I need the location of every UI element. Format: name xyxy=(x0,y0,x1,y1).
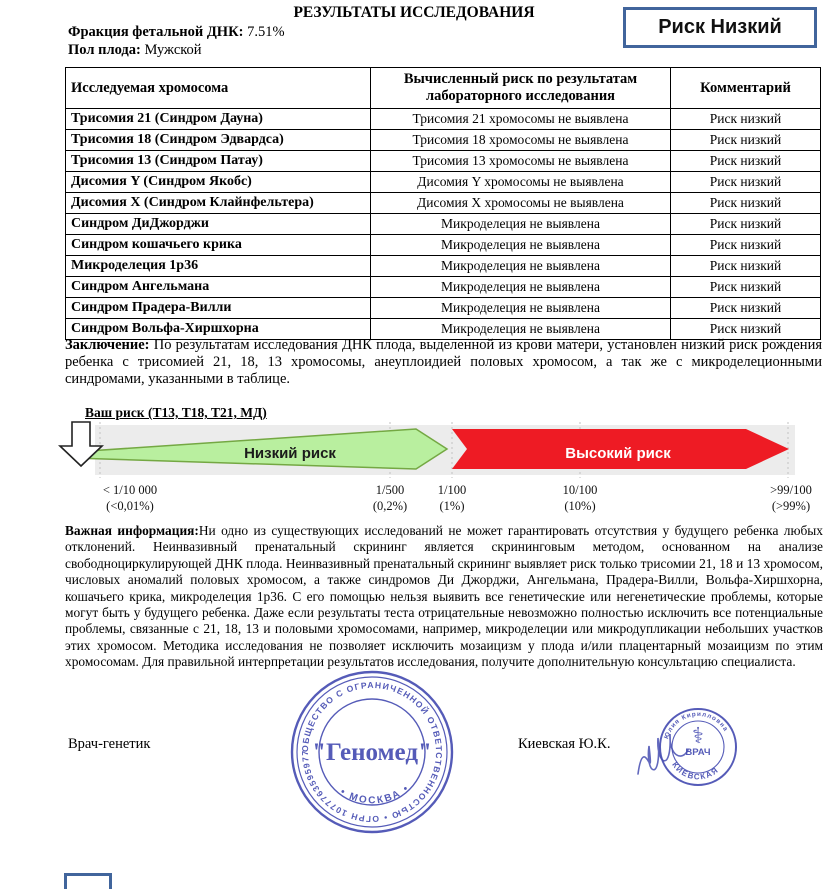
cell-result: Микроделеция не выявлена xyxy=(371,235,671,256)
tick-fraction: >99/100 xyxy=(770,483,812,497)
table-row xyxy=(66,256,821,277)
table-row xyxy=(66,193,821,214)
cell-comment: Риск низкий xyxy=(671,172,821,193)
table-row xyxy=(66,214,821,235)
fetal-sex-line xyxy=(68,42,202,59)
tick-percent: (10%) xyxy=(564,499,596,513)
table-row xyxy=(66,298,821,319)
doctor-name-label: Киевская Ю.К. xyxy=(518,736,611,752)
cell-comment: Риск низкий xyxy=(671,130,821,151)
important-info-text: Ни одно из существующих исследований не может гарантировать отсутствия у будущего ребенка любых отклонений. Неинвазивный пренатальный скрининг является скрининговым методом, основанном на анализе свободноциркулирующей ДНК плода. Неинвазивный пренатальный скрининг выявляет риск только трисомии 21, 18 и 13 хромосом, числовых аномалий половых хромосом, а также синдромов Ди Джорджи, Ангельмана, Прадера-Вилли, Вольфа-Хиршхорна, кошачьего крика, микроделеция 1p36. С его помощью нельзя выявить все генетические или негенетические проблемы, которые могут быть у будущего ребенка. Даже если результаты теста отрицательные невозможно полностью исключить все потенциальные проблемы, связанные с 21, 18, 13 и половыми хромосомами, например, микроделеции или микродупликации небольших участков этих хромосом. Методика исследования не позволяет исключить мозаицизм у плода и/или плацентарный мозаицизм по этим хромосомам. Для правильной интерпретации результатов исследования, получите дополнительную консультацию специалиста. xyxy=(65,523,823,670)
tick-fraction: < 1/10 000 xyxy=(102,483,158,497)
fetal-fraction-value: 7.51% xyxy=(247,24,285,40)
table-row xyxy=(66,151,821,172)
results-table xyxy=(65,67,821,340)
table-row xyxy=(66,277,821,298)
risk-scale-graphic xyxy=(0,420,828,520)
cell-comment: Риск низкий xyxy=(671,214,821,235)
cell-result: Микроделеция не выявлена xyxy=(371,214,671,235)
cell-chromosome: Синдром Вольфа-Хиршхорна xyxy=(66,319,371,340)
cell-chromosome: Трисомия 13 (Синдром Патау) xyxy=(66,151,371,172)
tick-percent: (0,2%) xyxy=(372,499,408,513)
medical-symbol-icon: ⚕ xyxy=(692,724,704,749)
cell-result: Микроделеция не выявлена xyxy=(371,277,671,298)
cell-comment: Риск низкий xyxy=(671,235,821,256)
stamp-ring-text: ОБЩЕСТВО С ОГРАНИЧЕННОЙ ОТВЕТСТВЕННОСТЬЮ • ОГРН 1077763595977 xyxy=(299,679,445,825)
important-info-label: Важная информация: xyxy=(65,523,199,538)
conclusion-paragraph xyxy=(65,337,822,388)
cell-result: Трисомия 21 хромосомы не выявлена xyxy=(371,109,671,130)
cell-chromosome: Синдром Ангельмана xyxy=(66,277,371,298)
cell-chromosome: Синдром кошачьего крика xyxy=(66,235,371,256)
stamp-company-name: "Геномед" xyxy=(312,739,432,766)
cell-chromosome: Трисомия 21 (Синдром Дауна) xyxy=(66,109,371,130)
table-row xyxy=(66,235,821,256)
cell-comment: Риск низкий xyxy=(671,193,821,214)
cell-comment: Риск низкий xyxy=(671,277,821,298)
cell-comment: Риск низкий xyxy=(671,151,821,172)
tick-fraction: 1/500 xyxy=(375,483,405,497)
company-stamp xyxy=(286,666,458,838)
stamp-city-text: • МОСКВА • xyxy=(338,782,413,807)
page-title: РЕЗУЛЬТАТЫ ИССЛЕДОВАНИЯ xyxy=(293,4,535,21)
tick-fraction: 10/100 xyxy=(562,483,598,497)
your-risk-label: Ваш риск (Т13, Т18, Т21, МД) xyxy=(85,405,267,420)
cell-comment: Риск низкий xyxy=(671,298,821,319)
fetal-sex-label: Пол плода: xyxy=(68,42,145,58)
doctor-stamp-arc-text: Юлия Кирилловна xyxy=(663,710,730,740)
tick-fraction: 1/100 xyxy=(437,483,467,497)
cell-result: Трисомия 18 хромосомы не выявлена xyxy=(371,130,671,151)
cell-result: Микроделеция не выявлена xyxy=(371,256,671,277)
svg-text:• МОСКВА • xyxy=(338,782,412,806)
tick-percent: (<0,01%) xyxy=(106,499,154,513)
cell-result: Трисомия 13 хромосомы не выявлена xyxy=(371,151,671,172)
doctor-personal-stamp xyxy=(656,705,740,789)
tick-percent: (>99%) xyxy=(771,499,811,513)
conclusion-label: Заключение: xyxy=(65,337,154,353)
high-risk-label: Высокий риск xyxy=(565,444,671,462)
cell-result: Микроделеция не выявлена xyxy=(371,298,671,319)
fetal-fraction-line xyxy=(68,24,285,41)
conclusion-text: По результатам исследования ДНК плода, выделенной из крови матери, установлен низкий риск рождения ребенка с трисомией 21, 18, 13 хромосомы, анеуплоидией половых хромосом, а так же с микроделеционными синдромами, указанными в таблице. xyxy=(65,337,822,387)
cell-chromosome: Трисомия 18 (Синдром Эдвардса) xyxy=(66,130,371,151)
doctor-stamp-role: ВРАЧ xyxy=(685,747,711,758)
column-header-risk: Вычисленный риск по результатам лабораторного исследования xyxy=(371,68,671,109)
fetal-sex-value: Мужской xyxy=(144,42,202,58)
table-header-row xyxy=(66,68,821,109)
cell-comment: Риск низкий xyxy=(671,256,821,277)
cell-result: Дисомия X хромосомы не выявлена xyxy=(371,193,671,214)
table-row xyxy=(66,109,821,130)
doctor-position-label: Врач-генетик xyxy=(68,736,151,752)
cell-comment: Риск низкий xyxy=(671,109,821,130)
cell-comment: Риск низкий xyxy=(671,319,821,340)
important-info-paragraph xyxy=(65,523,823,671)
risk-summary-badge: Риск Низкий xyxy=(623,7,817,48)
next-page-risk-box-partial xyxy=(64,873,112,889)
table-row xyxy=(66,130,821,151)
cell-chromosome: Дисомия X (Синдром Клайнфельтера) xyxy=(66,193,371,214)
cell-chromosome: Микроделеция 1p36 xyxy=(66,256,371,277)
cell-result: Микроделеция не выявлена xyxy=(371,319,671,340)
column-header-chromosome: Исследуемая хромосома xyxy=(66,68,371,109)
low-risk-label: Низкий риск xyxy=(244,444,336,462)
scale-tick-labels xyxy=(103,483,812,513)
cell-chromosome: Синдром ДиДжорджи xyxy=(66,214,371,235)
column-header-comment: Комментарий xyxy=(671,68,821,109)
table-row xyxy=(66,172,821,193)
cell-chromosome: Синдром Прадера-Вилли xyxy=(66,298,371,319)
cell-chromosome: Дисомия Y (Синдром Якобс) xyxy=(66,172,371,193)
cell-result: Дисомия Y хромосомы не выявлена xyxy=(371,172,671,193)
doctor-stamp-surname: КИЕВСКАЯ xyxy=(670,760,721,782)
tick-percent: (1%) xyxy=(439,499,465,513)
fetal-fraction-label: Фракция фетальной ДНК: xyxy=(68,24,248,40)
